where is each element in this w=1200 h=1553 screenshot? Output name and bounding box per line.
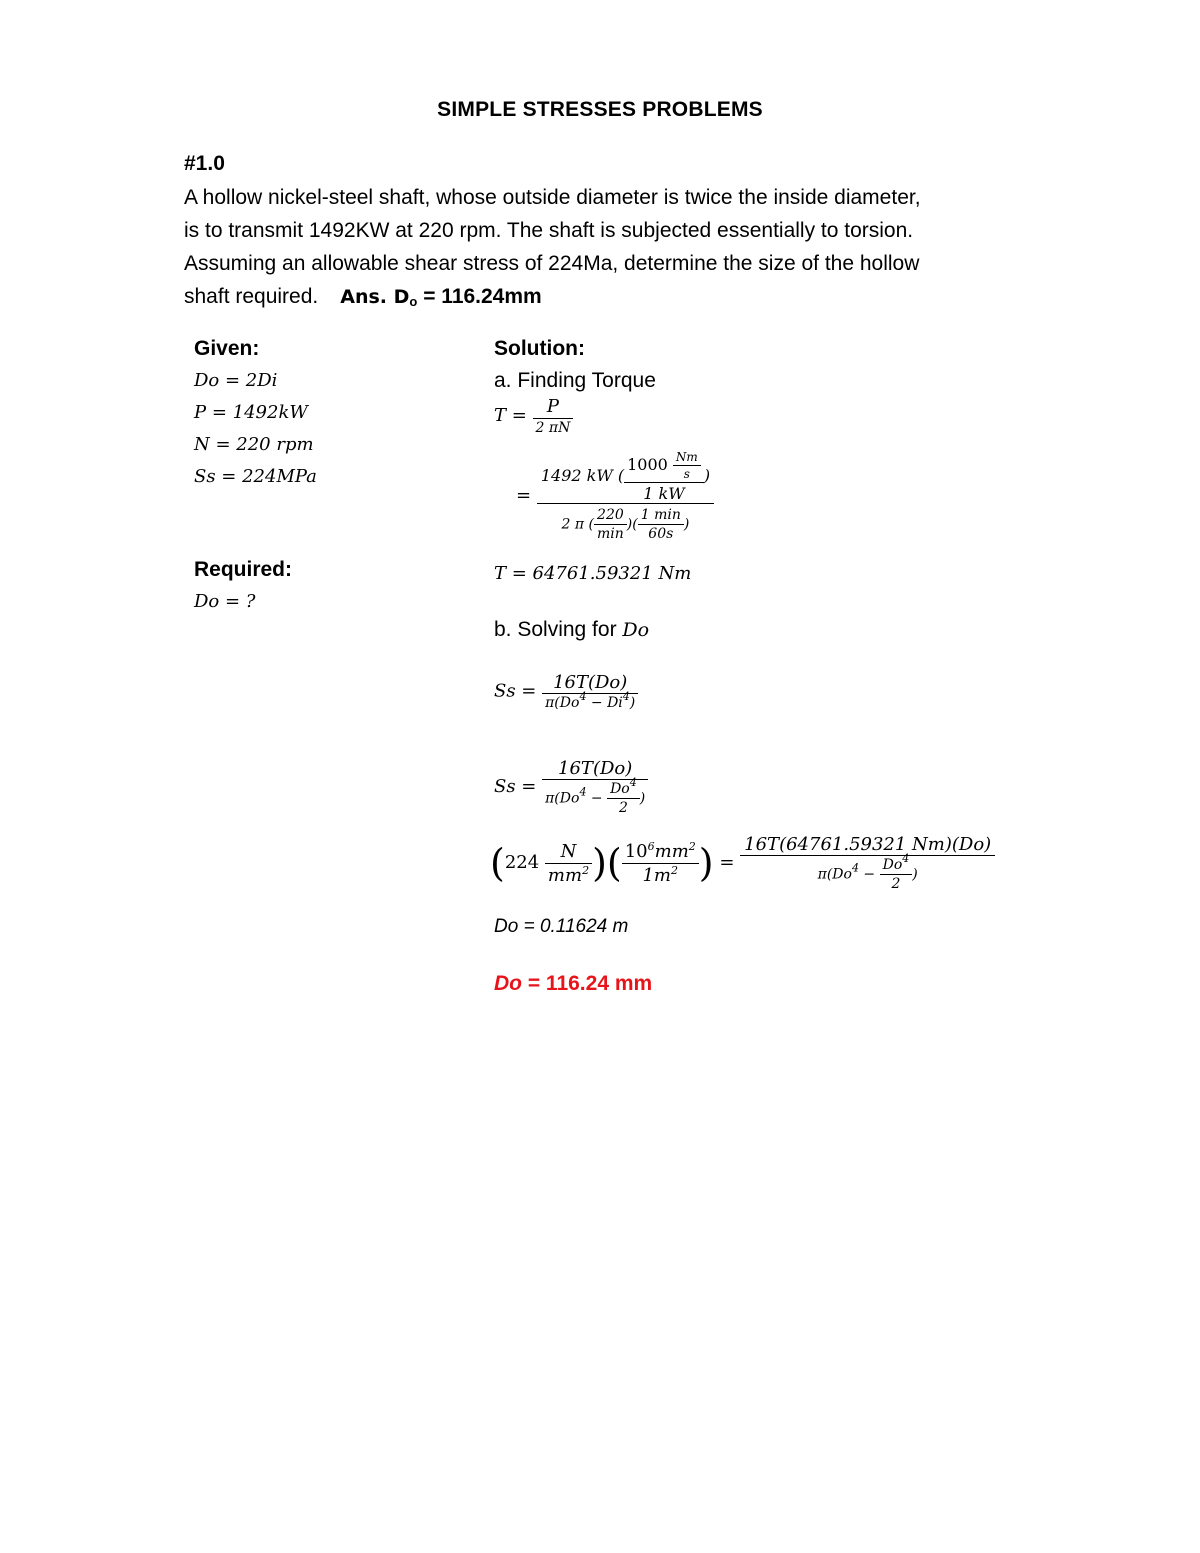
fraction <box>533 396 574 436</box>
final-answer-variable: Do <box>494 972 522 995</box>
given-item: Ss = 224MPa <box>194 466 317 487</box>
fraction <box>740 834 995 892</box>
fraction-numerator: N <box>545 841 592 864</box>
fraction <box>537 450 714 542</box>
fraction-denominator <box>622 864 699 886</box>
answer-subscript: o <box>409 294 418 309</box>
inner-numerator: 1 min <box>638 507 684 525</box>
problem-line: Assuming an allowable shear stress of 224Ma, determine the size of the hollow <box>184 252 920 275</box>
denominator-text: π(Do <box>545 695 580 711</box>
torque-result: T = 64761.59321 Nm <box>494 563 692 584</box>
step-b-variable: Do <box>622 619 650 641</box>
required-item: Do = ? <box>194 591 256 612</box>
fraction <box>542 672 638 711</box>
denominator-text: ) <box>912 866 918 883</box>
exponent: 4 <box>622 690 630 703</box>
inner-numerator <box>880 852 913 875</box>
equals-sign: = <box>719 852 735 873</box>
page-title: SIMPLE STRESSES PROBLEMS <box>437 98 763 121</box>
fraction-denominator: 2 πN <box>535 420 571 436</box>
equals-sign: = <box>516 485 532 506</box>
exponent: 4 <box>902 852 910 865</box>
step-a-label: a. Finding Torque <box>494 369 656 392</box>
problem-statement <box>184 181 1034 318</box>
numerator-text: 1492 kW ( <box>540 466 625 485</box>
shear-stress-substituted <box>494 758 648 816</box>
numerator-text: mm <box>654 840 689 862</box>
inner-fraction <box>638 507 684 542</box>
close-paren: ) <box>698 841 714 885</box>
problem-line-with-answer <box>184 280 1034 318</box>
inner-denominator: 1 kW <box>643 484 685 503</box>
answer-prefix: Ans. D <box>340 286 410 308</box>
close-paren: ) <box>592 841 607 885</box>
diameter-equation <box>490 834 995 892</box>
inner-fraction <box>880 852 913 892</box>
inner-numerator-text: Do <box>882 857 903 873</box>
open-paren: ( <box>606 841 622 885</box>
inner-numerator-value: 1000 <box>627 455 668 474</box>
required-heading: Required: <box>194 558 293 581</box>
exponent: 2 <box>671 863 678 877</box>
denominator-text: − <box>586 790 608 807</box>
inner-numerator: 220 <box>594 507 627 525</box>
inner-numerator <box>624 450 704 483</box>
open-paren: ( <box>490 841 505 885</box>
given-item: N = 220 rpm <box>194 434 314 455</box>
fraction-denominator <box>542 776 648 816</box>
inner-denominator: 2 <box>891 876 901 892</box>
problem-line: A hollow nickel-steel shaft, whose outside diameter is twice the inside diameter, <box>184 186 921 209</box>
exponent: 4 <box>851 861 859 875</box>
given-item: P = 1492kW <box>194 402 308 423</box>
fraction-numerator <box>537 450 714 504</box>
problem-line: is to transmit 1492KW at 220 rpm. The shaft is subjected essentially to torsion. <box>184 219 914 242</box>
stress-value: 224 <box>504 852 540 873</box>
denominator-text: mm <box>547 864 583 886</box>
exponent: 4 <box>629 776 637 789</box>
solution-heading: Solution: <box>494 337 585 360</box>
fraction-numerator: P <box>533 396 574 419</box>
inner-fraction <box>607 776 640 816</box>
torque-substitution <box>516 450 714 542</box>
fraction-numerator: 16T(Do) <box>542 758 648 780</box>
shear-stress-formula <box>494 672 638 711</box>
inner-denominator: 2 <box>618 800 628 816</box>
denominator-text: ) <box>639 790 646 807</box>
problem-number: #1.0 <box>184 152 225 175</box>
inner-fraction <box>624 450 704 503</box>
inner-numerator-text: Do <box>610 781 630 797</box>
denominator-text: ) <box>629 695 636 711</box>
fraction-denominator <box>542 690 638 711</box>
exponent: 4 <box>579 690 587 703</box>
unit-denominator: s <box>683 467 690 481</box>
given-heading: Given: <box>194 337 260 360</box>
fraction-numerator <box>622 841 699 864</box>
fraction <box>542 758 648 816</box>
denominator-text: 1m <box>642 864 671 886</box>
inner-denominator: min <box>597 526 624 542</box>
denominator-text: − Di <box>586 695 623 711</box>
final-answer <box>494 972 652 996</box>
answer-statement <box>340 285 541 308</box>
torque-formula <box>494 396 573 436</box>
unit-fraction <box>545 841 592 886</box>
fraction-denominator <box>545 864 592 886</box>
diameter-result-meters: Do = 0.11624 m <box>494 916 629 937</box>
denominator-text: π(Do <box>545 790 580 807</box>
formula-lhs: Ss = <box>494 680 537 702</box>
inner-denominator: 60s <box>648 526 674 542</box>
step-b-label <box>494 618 649 642</box>
exponent: 2 <box>582 863 590 877</box>
exponent: 2 <box>688 839 696 853</box>
denominator-close: ) <box>683 516 690 533</box>
inner-numerator <box>607 776 640 799</box>
exponent: 6 <box>647 839 655 853</box>
unit-fraction <box>673 450 701 481</box>
step-b-text: b. Solving for <box>494 618 623 641</box>
given-item: Do = 2Di <box>194 370 278 391</box>
problem-line: shaft required. <box>184 285 319 308</box>
formula-lhs: Ss = <box>494 776 537 797</box>
torque-formula-lhs: T = <box>494 405 527 426</box>
denominator-text: )( <box>626 516 638 533</box>
numerator-close: ) <box>703 466 711 485</box>
numerator-text: 10 <box>624 840 648 862</box>
denominator-text: π(Do <box>817 866 852 883</box>
denominator-text: 2 π ( <box>561 516 595 533</box>
exponent: 4 <box>579 785 587 799</box>
conversion-fraction <box>622 841 699 886</box>
fraction-denominator <box>537 504 714 542</box>
final-answer-value: = 116.24 mm <box>522 972 653 995</box>
inner-fraction <box>594 507 627 542</box>
fraction-numerator: 16T(64761.59321 Nm)(Do) <box>740 834 995 856</box>
fraction-numerator: 16T(Do) <box>542 672 638 694</box>
answer-value: = 116.24mm <box>417 285 542 308</box>
unit-numerator: Nm <box>673 450 701 466</box>
denominator-text: − <box>858 866 880 883</box>
fraction-denominator <box>740 852 995 892</box>
